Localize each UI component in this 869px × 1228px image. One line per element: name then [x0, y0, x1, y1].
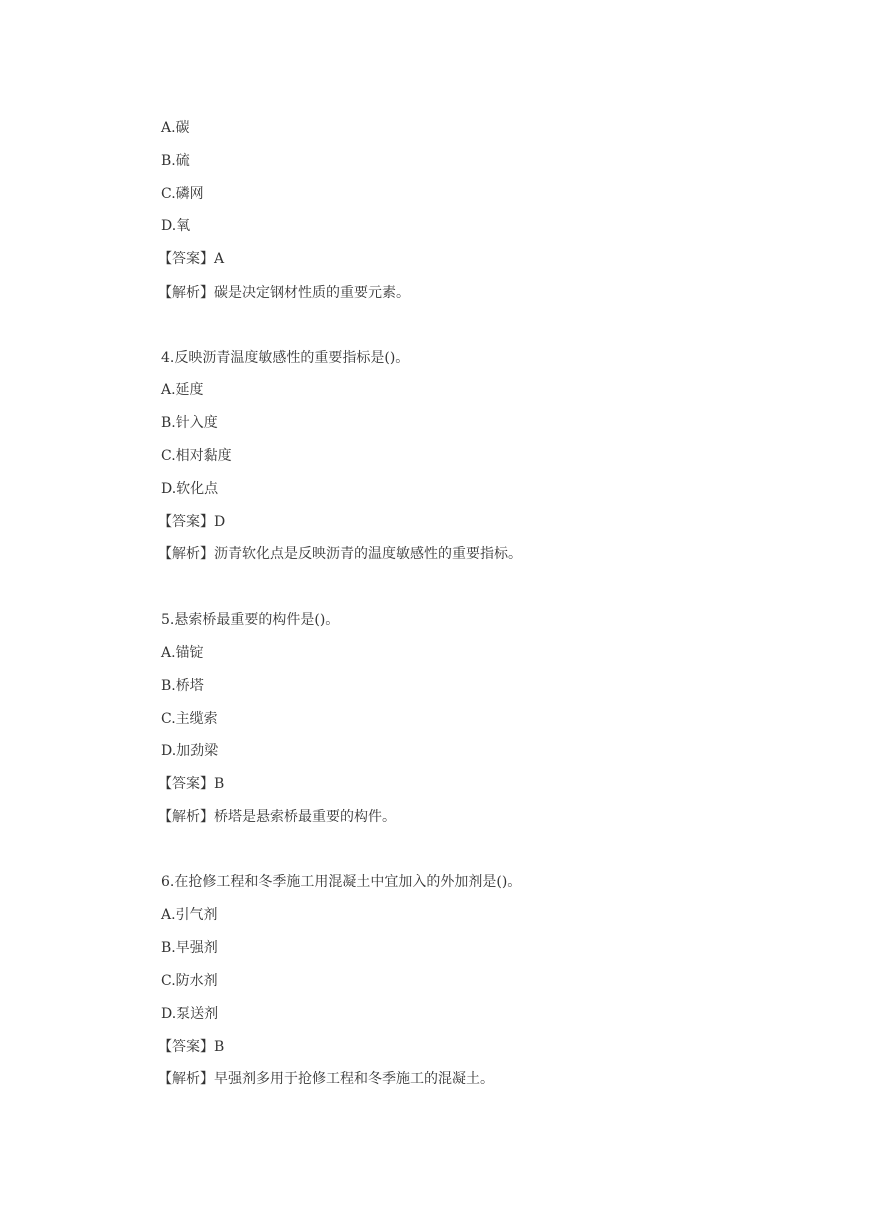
question-4-option-a: A.延度	[161, 382, 204, 398]
question-5-answer: 【答案】B	[158, 776, 225, 792]
question-4-stem: 4.反映沥青温度敏感性的重要指标是()。	[161, 350, 410, 366]
option-c: C.磷网	[161, 186, 204, 202]
question-5-option-c: C.主缆索	[161, 711, 218, 727]
question-4-option-d: D.软化点	[161, 481, 219, 497]
answer-line: 【答案】A	[158, 251, 225, 267]
question-6-option-a: A.引气剂	[161, 907, 218, 923]
question-5-option-a: A.锚锭	[161, 645, 204, 661]
option-d: D.氧	[161, 218, 191, 234]
question-6-option-b: B.早强剂	[161, 940, 218, 956]
analysis-line: 【解析】碳是决定钢材性质的重要元素。	[158, 285, 410, 301]
question-4-analysis: 【解析】沥青软化点是反映沥青的温度敏感性的重要指标。	[158, 546, 522, 562]
question-4-option-b: B.针入度	[161, 415, 218, 431]
question-6-analysis: 【解析】早强剂多用于抢修工程和冬季施工的混凝土。	[158, 1071, 494, 1087]
option-a: A.碳	[161, 120, 190, 136]
question-4-answer: 【答案】D	[158, 514, 226, 530]
question-6-answer: 【答案】B	[158, 1039, 225, 1055]
question-6-option-d: D.泵送剂	[161, 1006, 219, 1022]
question-5-stem: 5.悬索桥最重要的构件是()。	[161, 612, 340, 628]
question-6-stem: 6.在抢修工程和冬季施工用混凝土中宜加入的外加剂是()。	[161, 874, 522, 890]
question-4-option-c: C.相对黏度	[161, 448, 232, 464]
option-b: B.硫	[161, 153, 190, 169]
question-5-option-d: D.加劲梁	[161, 743, 219, 759]
question-5-analysis: 【解析】桥塔是悬索桥最重要的构件。	[158, 809, 396, 825]
question-6-option-c: C.防水剂	[161, 973, 218, 989]
question-5-option-b: B.桥塔	[161, 678, 204, 694]
